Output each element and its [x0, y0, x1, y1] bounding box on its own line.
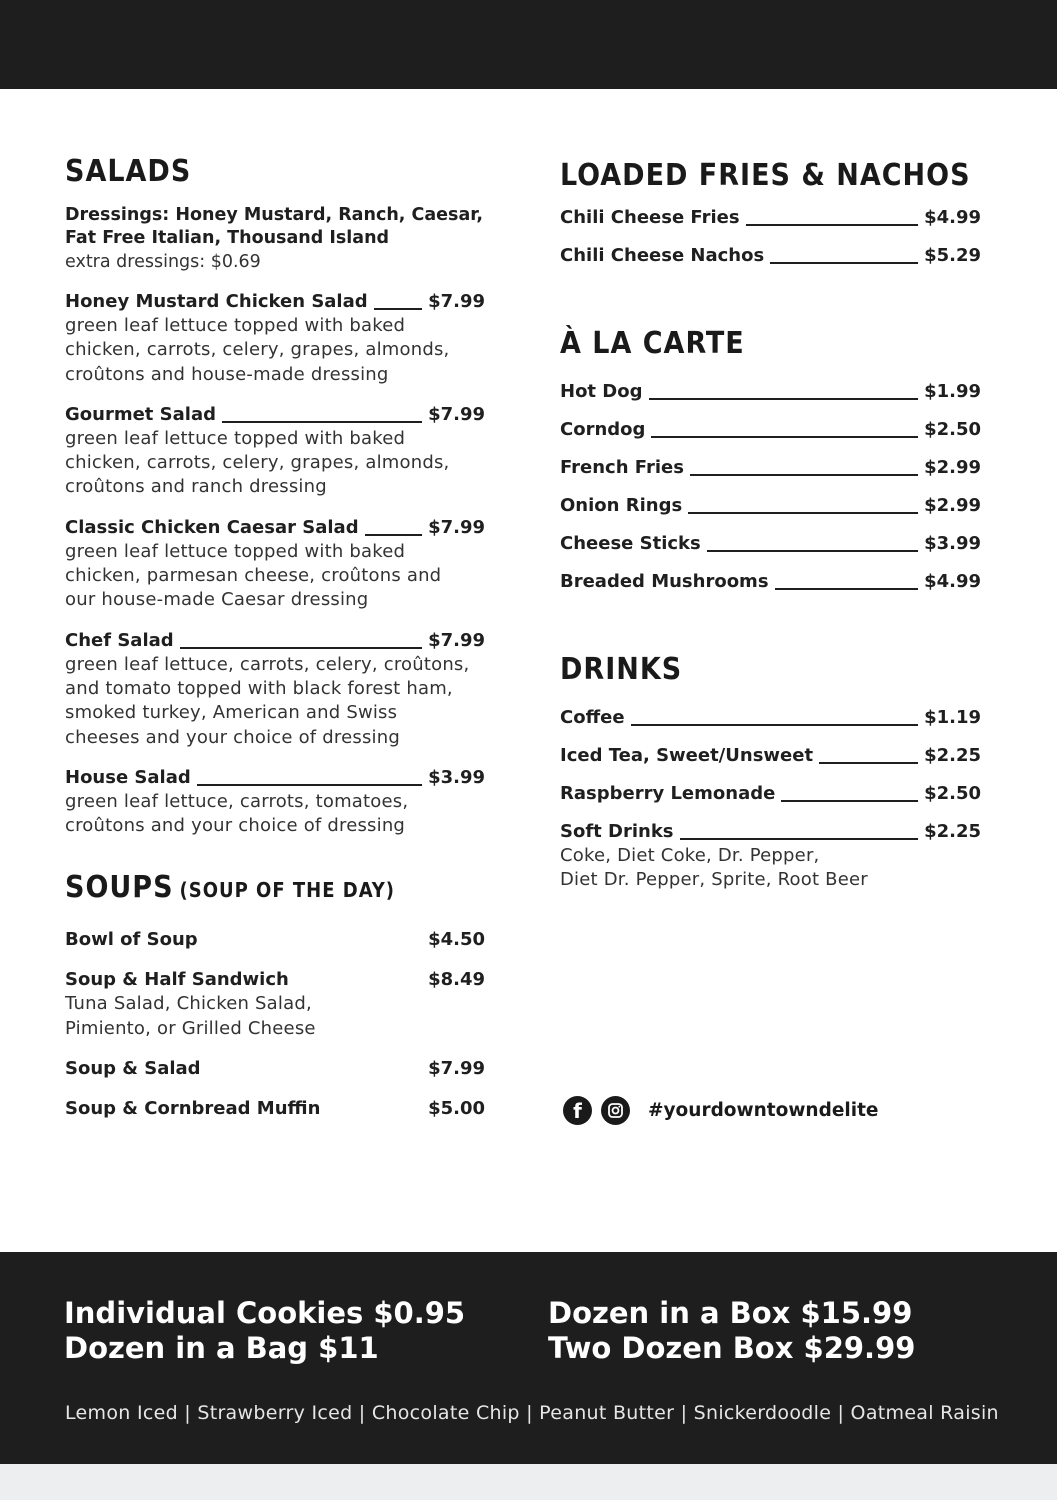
- menu-item-price: $4.99: [924, 571, 981, 592]
- menu-item-row: [65, 1057, 485, 1081]
- dotted-leader: [651, 436, 918, 438]
- menu-item: [560, 706, 981, 730]
- menu-item: [65, 629, 485, 750]
- menu-item-price: $5.29: [924, 245, 981, 266]
- left-column: [65, 150, 485, 1121]
- menu-item-name: French Fries: [560, 457, 684, 478]
- menu-item-row: [560, 418, 981, 442]
- menu-item-description: green leaf lettuce, carrots, tomatoes,: [65, 790, 409, 812]
- menu-item-description: smoked turkey, American and Swiss: [65, 702, 398, 724]
- menu-item-name: Gourmet Salad: [65, 403, 216, 425]
- menu-item-row: [560, 380, 981, 404]
- menu-item-name: Iced Tea, Sweet/Unsweet: [560, 745, 814, 766]
- menu-item-name: House Salad: [65, 766, 191, 788]
- dotted-leader: [775, 588, 919, 590]
- menu-item-price: $2.99: [924, 457, 981, 478]
- menu-item-price: $3.99: [924, 533, 981, 554]
- menu-item-description: green leaf lettuce topped with baked: [65, 315, 406, 336]
- menu-item-row: [560, 244, 981, 268]
- dotted-leader: [222, 421, 422, 423]
- menu-item: [560, 744, 981, 768]
- menu-item-name: Chili Cheese Fries: [560, 207, 740, 228]
- menu-item: [65, 403, 485, 500]
- menu-item-description: Coke, Diet Coke, Dr. Pepper,: [560, 845, 820, 866]
- menu-item-row: [65, 968, 485, 992]
- menu-item-description: green leaf lettuce topped with baked: [65, 427, 406, 449]
- drinks-list: [560, 706, 981, 893]
- menu-item-description: our house-made Caesar dressing: [65, 589, 369, 611]
- dotted-leader: [631, 724, 918, 726]
- menu-item: [65, 928, 485, 952]
- menu-item: [560, 418, 981, 442]
- menu-item-price: $4.99: [924, 207, 981, 228]
- dozen-bag-price: Dozen in a Bag $11: [64, 1331, 379, 1365]
- menu-item-price: $2.99: [924, 495, 981, 516]
- salad-list: [65, 290, 485, 838]
- cookie-flavors: Lemon Iced | Strawberry Iced | Chocolate Chip | Peanut Butter | Snickerdoodle | Oatmeal Raisin: [65, 1402, 999, 1424]
- menu-item-name: Soup & Salad: [65, 1058, 201, 1080]
- menu-item-description: croûtons and house-made dressing: [65, 363, 389, 385]
- menu-item: [560, 244, 981, 268]
- menu-item-price: $7.99: [428, 291, 485, 312]
- menu-item-name: Soft Drinks: [560, 821, 674, 842]
- extra-dressings-note: extra dressings: $0.69: [65, 252, 261, 272]
- menu-item-name: Coffee: [560, 707, 625, 728]
- dotted-leader: [770, 262, 918, 264]
- top-header-bar: [0, 0, 1057, 89]
- menu-item-row: [560, 206, 981, 230]
- dotted-leader: [707, 550, 918, 552]
- menu-item-description: Tuna Salad, Chicken Salad,: [65, 993, 312, 1015]
- menu-item-description: Pimiento, or Grilled Cheese: [65, 1017, 316, 1039]
- menu-item-price: $7.99: [428, 403, 485, 425]
- menu-item-row: [65, 629, 485, 653]
- menu-item-name: Classic Chicken Caesar Salad: [65, 516, 359, 538]
- menu-item: [65, 968, 485, 1041]
- bottom-gray-strip: [0, 1464, 1057, 1500]
- dotted-leader: [688, 512, 918, 514]
- menu-item-price: $2.50: [924, 783, 981, 804]
- menu-item: [560, 532, 981, 556]
- dotted-leader: [197, 784, 422, 786]
- menu-item-row: [560, 494, 981, 518]
- menu-item-name: Onion Rings: [560, 495, 683, 516]
- individual-cookies-price: Individual Cookies $0.95: [64, 1296, 466, 1330]
- menu-item-price: $2.25: [924, 745, 981, 766]
- menu-item: [65, 1097, 485, 1121]
- menu-item-row: [560, 706, 981, 730]
- svg-text:f: f: [573, 1099, 582, 1123]
- menu-item-row: [65, 766, 485, 790]
- dotted-leader: [746, 224, 919, 226]
- menu-item-name: Corndog: [560, 419, 646, 440]
- menu-item-name: Soup & Half Sandwich: [65, 969, 289, 991]
- dotted-leader: [374, 308, 422, 310]
- menu-item-price: $3.99: [428, 766, 485, 788]
- menu-item-description: croûtons and ranch dressing: [65, 476, 327, 498]
- soups-heading: SOUPS (SOUP OF THE DAY): [65, 870, 395, 906]
- loaded-fries-list: [560, 206, 981, 268]
- menu-item-description: green leaf lettuce topped with baked: [65, 540, 406, 562]
- dotted-leader: [819, 762, 918, 764]
- social-links: [563, 1096, 878, 1125]
- cookie-prices-right: [548, 1296, 915, 1366]
- menu-item-description: cheeses and your choice of dressing: [65, 726, 400, 748]
- dotted-leader: [690, 474, 918, 476]
- menu-item-name: Hot Dog: [560, 381, 643, 402]
- menu-item: [65, 516, 485, 613]
- soup-list: [65, 928, 485, 1121]
- menu-item-price: $2.25: [924, 821, 981, 842]
- dotted-leader: [365, 534, 422, 536]
- menu-item-name: Breaded Mushrooms: [560, 571, 769, 592]
- dozen-box-price: Dozen in a Box $15.99: [548, 1296, 913, 1330]
- menu-item-row: [560, 456, 981, 480]
- menu-item-description: chicken, carrots, celery, grapes, almonds,: [65, 339, 450, 361]
- menu-item-description: green leaf lettuce, carrots, celery, croûtons,: [65, 653, 470, 675]
- a-la-carte-list: [560, 380, 981, 594]
- dotted-leader: [781, 800, 918, 802]
- dotted-leader: [680, 838, 919, 840]
- menu-item-name: Soup & Cornbread Muffin: [65, 1098, 321, 1120]
- a-la-carte-heading: À LA CARTE: [560, 326, 745, 361]
- menu-item-description: chicken, parmesan cheese, croûtons and: [65, 565, 442, 587]
- menu-item: [560, 494, 981, 518]
- menu-item: [560, 206, 981, 230]
- facebook-icon[interactable]: [563, 1096, 592, 1125]
- menu-item-price: $7.99: [428, 1058, 485, 1080]
- menu-item: [560, 456, 981, 480]
- menu-item-price: $2.50: [924, 419, 981, 440]
- menu-item-description: and tomato topped with black forest ham,: [65, 677, 453, 699]
- menu-item-row: [65, 290, 485, 314]
- menu-item-price: $5.00: [428, 1098, 485, 1120]
- menu-item-row: [65, 516, 485, 540]
- dotted-leader: [180, 647, 422, 649]
- menu-item-description: croûtons and your choice of dressing: [65, 815, 406, 837]
- menu-item: [560, 782, 981, 806]
- menu-item-price: $7.99: [428, 516, 485, 538]
- hashtag: #yourdowntowndelite: [648, 1100, 879, 1121]
- menu-item: [65, 766, 485, 839]
- dotted-leader: [649, 398, 919, 400]
- drinks-heading: DRINKS: [560, 652, 683, 687]
- menu-item-name: Bowl of Soup: [65, 929, 198, 951]
- menu-item-row: [560, 570, 981, 594]
- menu-item-name: Raspberry Lemonade: [560, 783, 776, 804]
- menu-item-name: Cheese Sticks: [560, 533, 701, 554]
- instagram-icon[interactable]: [601, 1096, 630, 1125]
- menu-item-description: chicken, carrots, celery, grapes, almonds,: [65, 452, 450, 474]
- menu-item-row: [65, 928, 485, 952]
- menu-item-row: [65, 1097, 485, 1121]
- menu-item-description: Diet Dr. Pepper, Sprite, Root Beer: [560, 869, 868, 891]
- menu-item-price: $8.49: [428, 969, 485, 991]
- menu-item: [560, 820, 981, 893]
- menu-item-name: Chili Cheese Nachos: [560, 245, 765, 266]
- soups-subtitle: (SOUP OF THE DAY): [179, 878, 395, 903]
- menu-item-row: [65, 403, 485, 427]
- menu-item-price: $7.99: [428, 629, 485, 651]
- two-dozen-box-price: Two Dozen Box $29.99: [548, 1331, 916, 1365]
- menu-item: [65, 290, 485, 387]
- menu-item-price: $1.99: [924, 381, 981, 402]
- menu-item-row: [560, 820, 981, 844]
- right-column: [560, 150, 981, 893]
- menu-item-price: $4.50: [428, 929, 485, 951]
- menu-item-row: [560, 744, 981, 768]
- menu-item-price: $1.19: [924, 707, 981, 728]
- menu-item: [560, 570, 981, 594]
- menu-item-row: [560, 532, 981, 556]
- menu-item-name: Chef Salad: [65, 629, 174, 651]
- menu-item-row: [560, 782, 981, 806]
- menu-item: [65, 1057, 485, 1081]
- salads-heading: SALADS: [65, 154, 192, 189]
- menu-item: [560, 380, 981, 404]
- dressings-list: Dressings: Honey Mustard, Ranch, Caesar, Fat Free Italian, Thousand Island: [65, 205, 483, 248]
- menu-item-name: Honey Mustard Chicken Salad: [65, 291, 368, 312]
- loaded-fries-heading: LOADED FRIES & NACHOS: [560, 158, 971, 193]
- cookie-prices-left: [64, 1296, 465, 1366]
